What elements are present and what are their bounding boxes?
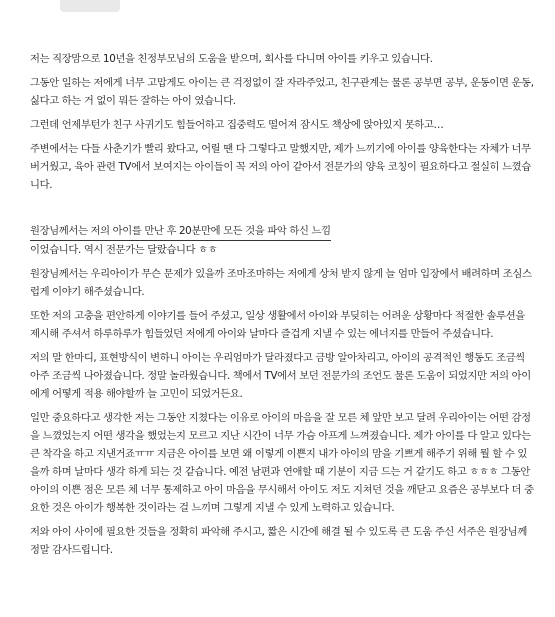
paragraph-solutions: 또한 저의 고충을 편안하게 이야기를 들어 주셨고, 일상 생활에서 아이와 부딪히는 어려운 상황마다 적절한 솔루션을 제시해 주셔서 하루하루가 힘들었던 저에게 아이와 날마다 즐겁게 지낼 수 있는 에너지를 만들어 주셨습니다.: [30, 310, 525, 340]
paragraph-highlight-continuation: 이었습니다. 역시 전문가는 달랐습니다 ㅎㅎ: [30, 244, 218, 256]
testimonial-letter: [30, 50, 535, 565]
paragraph-child-background: 그동안 일하는 저에게 너무 고맙게도 아이는 큰 걱정없이 잘 자라주었고, 친구관계는 물론 공부면 공부, 운동이면 운동, 싫다고 하는 거 없이 뭐든 잘하는 아이 였습니다.: [30, 77, 534, 107]
highlight-block: [30, 222, 535, 241]
paragraph-problem: 그런데 언제부턴가 친구 사귀기도 힘들어하고 집중력도 떨어져 잠시도 책상에 앉아있지 못하고…: [30, 119, 444, 131]
scan-smudge: [60, 0, 120, 12]
highlighted-sentence: 원장님께서는 저의 아이를 만난 후 20분만에 모든 것을 파악 하신 느낌: [30, 222, 331, 241]
paragraph-director-care: 원장님께서는 우리아이가 무슨 문제가 있을까 조마조마하는 저에게 상처 받지 않게 늘 엄마 입장에서 배려하며 조심스럽게 이야기 해주셨습니다.: [30, 268, 532, 298]
paragraph-intro: 저는 직장맘으로 10년을 친정부모님의 도움을 받으며, 회사를 다니며 아이를 키우고 있습니다.: [30, 53, 433, 65]
paragraph-need-coaching: 주변에서는 다들 사춘기가 빨리 왔다고, 어릴 땐 다 그렇다고 말했지만, 제가 느끼기에 아이를 양육한다는 자체가 너무 버거웠고, 육아 관련 TV에서 보여지는 아이들이 꼭 저의 아이 같아서 전문가의 양육 코칭이 필요하다고 절실히 느꼈습니다.: [30, 143, 531, 191]
paragraph-thanks: 저와 아이 사이에 필요한 것들을 정확히 파악해 주시고, 짧은 시간에 해결 될 수 있도록 큰 도움 주신 서주은 원장님께 정말 감사드립니다.: [30, 526, 527, 556]
paragraph-reflection: 일만 중요하다고 생각한 저는 그동안 지쳤다는 이유로 아이의 마음을 잘 모른 체 앞만 보고 달려 우리아이는 어떤 감정을 느꼈었는지 어떤 생각을 했었는지 모르고 지난 시간이 너무 가슴 아프게 느껴졌습니다. 제가 아이를 다 알고 있다는 큰 착각을 하고 지낸거죠ㅠㅠ 지금은 아이를 보면 왜 이렇게 이쁜지 내가 아이의 맘을 기쁘게 해주기 위해 뭘 할 수 있을까 하며 날마다 생각 하게 되는 것 같습니다. 예전 남편과 연애할 때 기분이 지금 드는 거 같기도 하고 ㅎㅎㅎ 그동안 아이의 이쁜 점은 모른 체 너무 통제하고 아이 마음을 무시해서 아이도 저도 지쳐던 것을 깨닫고 요즘은 공부보다 더 중요한 것은 아이가 행복한 것이라는 걸 느끼며 그렇게 지낼 수 있게 노력하고 있습니다.: [30, 412, 534, 514]
section-gap: [30, 200, 535, 222]
paragraph-change: 저의 말 한마디, 표현방식이 변하니 아이는 우리엄마가 달라졌다고 금방 알아차리고, 아이의 공격적인 행동도 조금씩 아주 조금씩 나아졌습니다. 정말 놀라웠습니다. 책에서 TV에서 보던 전문가의 조언도 물론 도움이 되었지만 저의 아이에게 어떻게 적용 해야할까 늘 고민이 되었거든요.: [30, 352, 531, 400]
